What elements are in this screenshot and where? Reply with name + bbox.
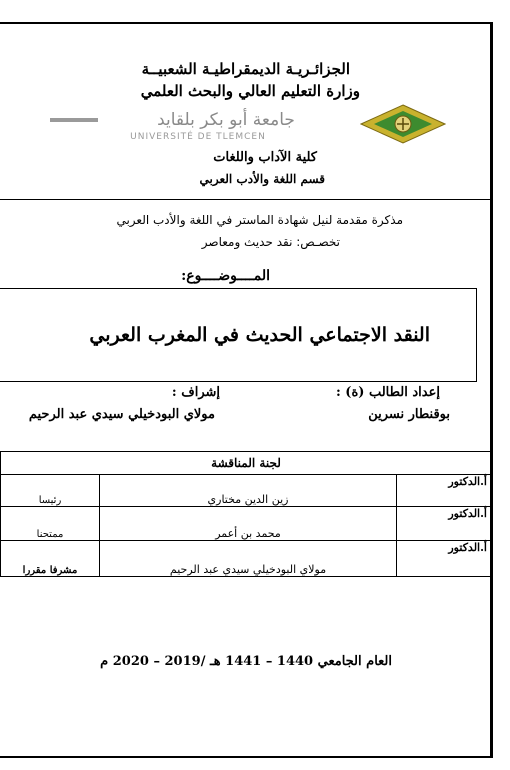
- supervisor-label: إشراف :: [171, 385, 220, 400]
- faculty-name: كلية الآداب واللغات: [213, 150, 317, 165]
- page-border-bottom: [0, 756, 493, 758]
- student-name: بوقنطار نسرين: [368, 407, 450, 422]
- divider: [0, 199, 492, 200]
- member-role: رئيسا: [1, 475, 100, 507]
- svg-text:جامعة أبو بكر بلقايد: جامعة أبو بكر بلقايد: [157, 110, 295, 130]
- member-title: أ.الدكتور: [397, 541, 492, 577]
- country-heading: الجزائـريـة الديمقراطيـة الشعبيــة: [141, 60, 350, 78]
- committee-table: [0, 451, 492, 577]
- table-row: [1, 507, 492, 541]
- table-row: [1, 475, 492, 507]
- member-name: زين الدين مختاري: [100, 475, 397, 507]
- committee-heading: لجنة المناقشة: [1, 452, 492, 475]
- table-row: [1, 541, 492, 577]
- member-title: أ.الدكتور: [397, 475, 492, 507]
- member-title: أ.الدكتور: [397, 507, 492, 541]
- academic-year: العام الجامعي 1440 – 1441 هـ /2019 – 2020 م: [100, 654, 392, 669]
- thesis-specialty: تخصـص: نقد حديث ومعاصر: [201, 235, 340, 249]
- member-name: محمد بن أعمر: [100, 507, 397, 541]
- university-emblem-icon: [360, 104, 446, 144]
- member-name: مولاي البودخيلي سيدي عبد الرحيم: [100, 541, 397, 577]
- thesis-title: النقد الاجتماعي الحديث في المغرب العربي: [89, 324, 430, 346]
- student-label: إعداد الطالب (ة) :: [335, 385, 440, 400]
- subject-label: المــــوضــــوع:: [181, 268, 270, 284]
- page-border-top: [0, 22, 492, 24]
- member-role: ممتحنا: [1, 507, 100, 541]
- thesis-purpose: مذكرة مقدمة لنيل شهادة الماستر في اللغة والأدب العربي: [116, 213, 403, 227]
- department-name: قسم اللغة والأدب العربي: [199, 172, 325, 186]
- ministry-heading: وزارة التعليم العالي والبحث العلمي: [140, 82, 360, 100]
- supervisor-name: مولاي البودخيلي سيدي عبد الرحيم: [28, 407, 215, 422]
- member-role: مشرفا مقررا: [1, 541, 100, 577]
- page-border-right: [490, 22, 493, 757]
- svg-text:UNIVERSITÉ DE TLEMCEN: UNIVERSITÉ DE TLEMCEN: [130, 132, 266, 142]
- university-logo-text: [48, 108, 348, 142]
- committee-heading-row: [1, 452, 492, 475]
